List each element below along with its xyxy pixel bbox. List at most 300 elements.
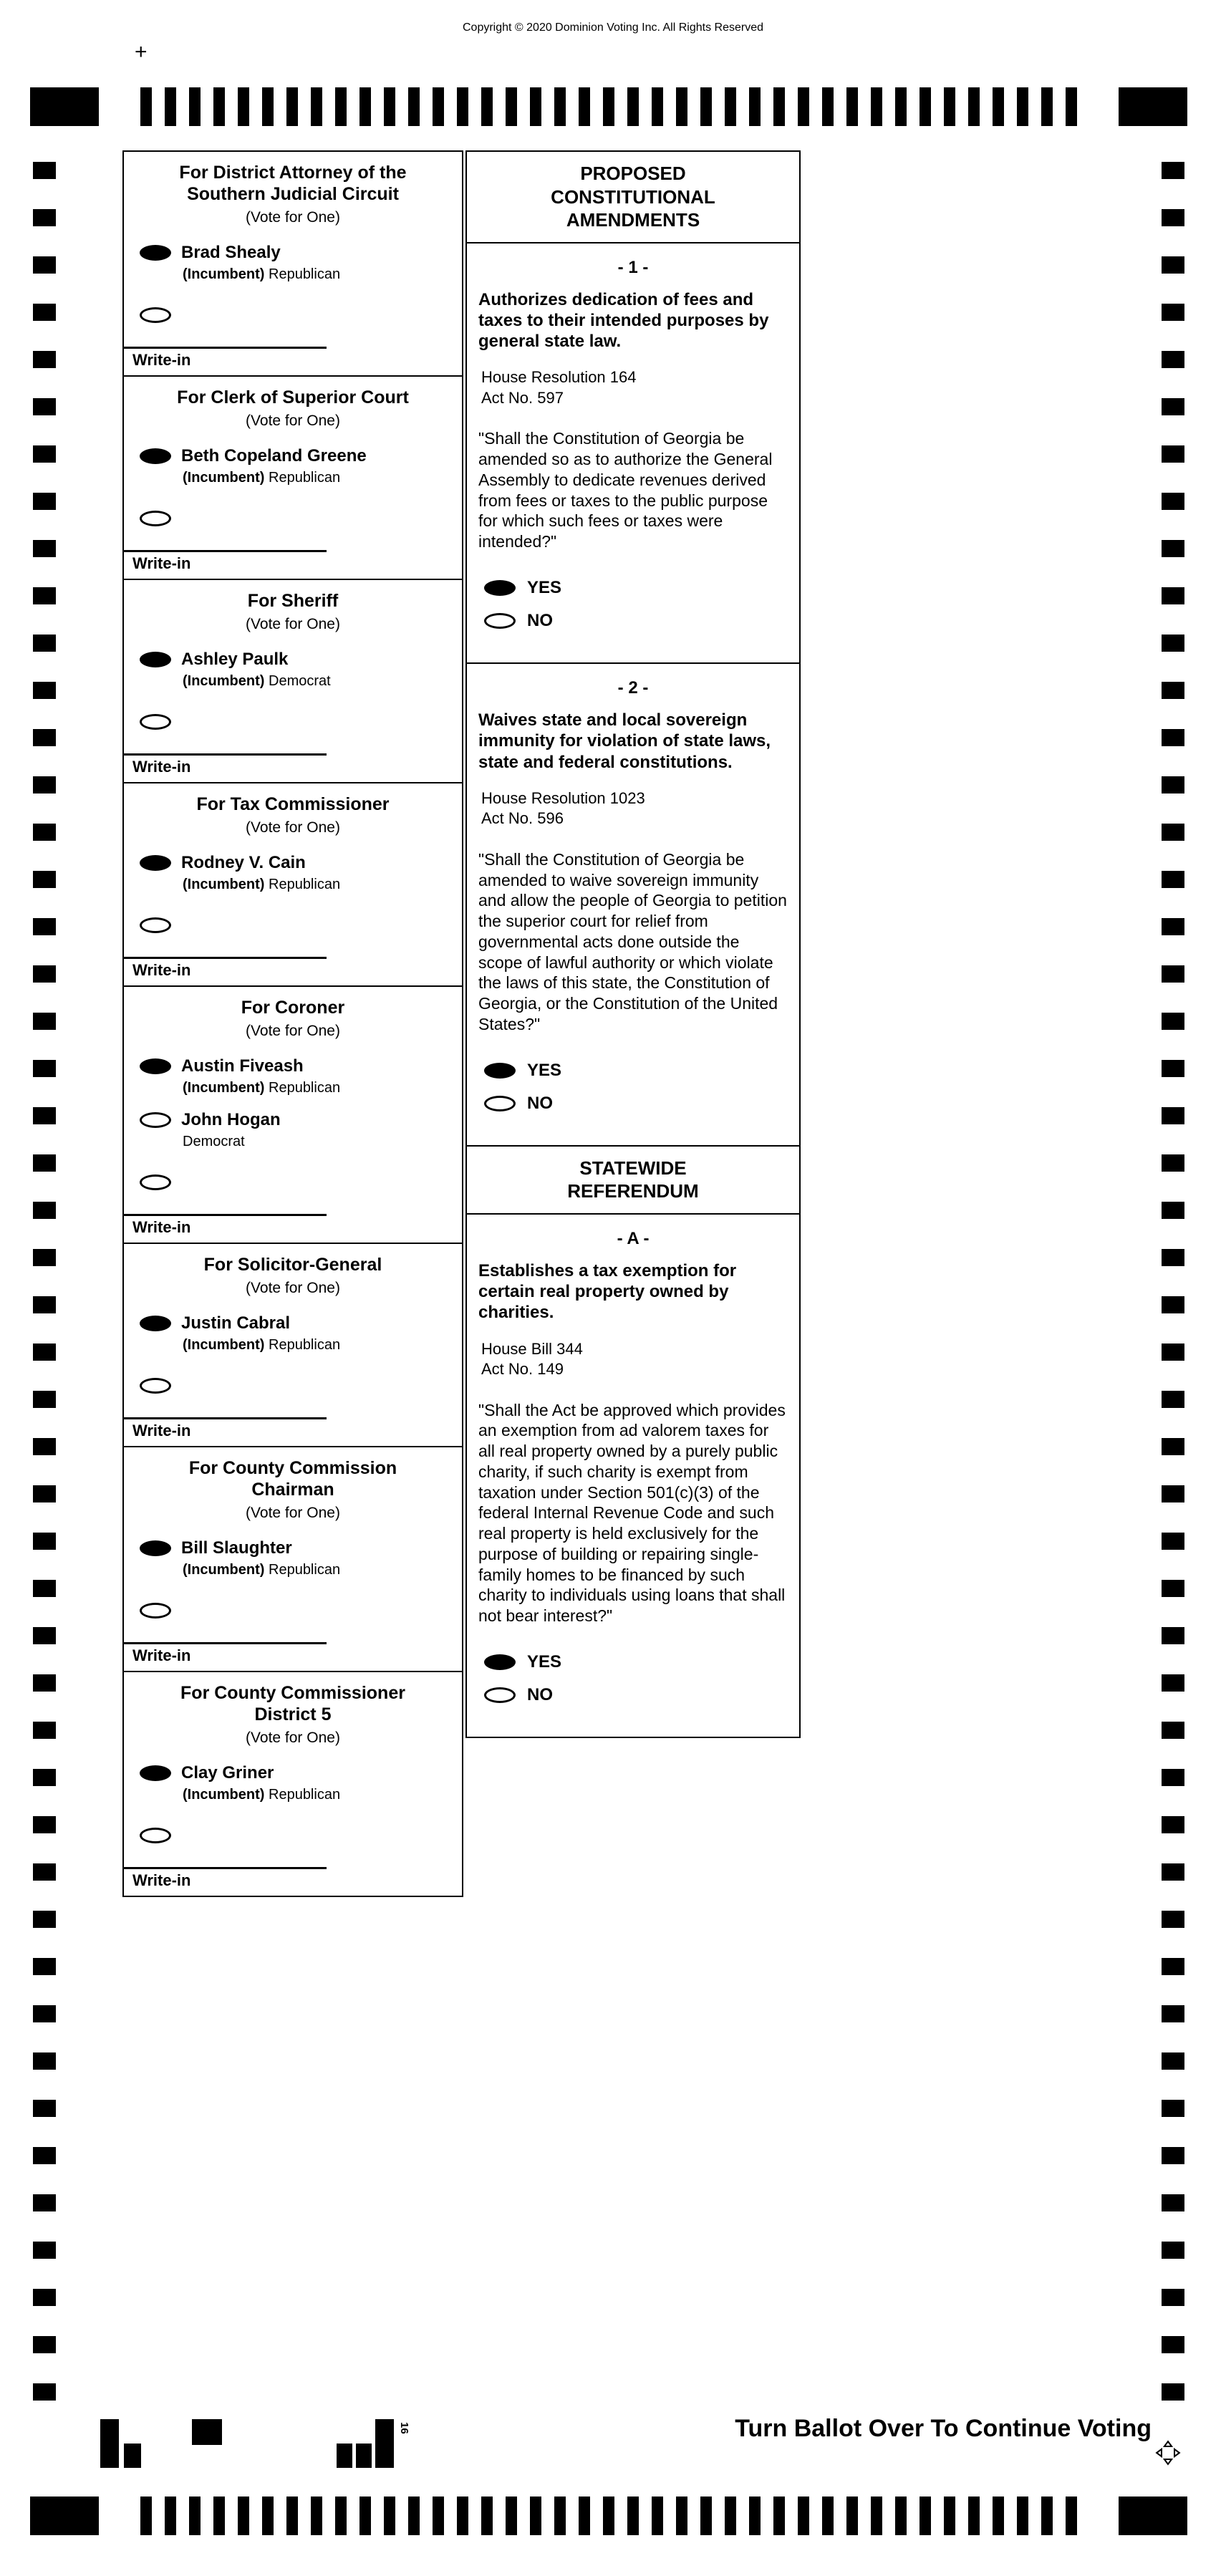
timing-mark: [1162, 540, 1184, 557]
reference-line: House Bill 344: [481, 1339, 583, 1358]
timing-mark: [993, 87, 1004, 126]
timing-mark-block: [1119, 2497, 1187, 2535]
party-label: Republican: [269, 877, 341, 892]
timing-mark: [481, 2497, 493, 2535]
timing-mark: [1162, 776, 1184, 793]
empty-oval[interactable]: [140, 1828, 171, 1843]
timing-mark: [700, 87, 712, 126]
timing-mark: [33, 2336, 56, 2353]
candidate-party: [183, 1562, 340, 1578]
contest-header: [124, 377, 462, 435]
candidate-name: Bill Slaughter: [181, 1538, 292, 1558]
measure-summary: Authorizes dedication of fees and taxes to their intended purposes by general state law.: [478, 289, 769, 352]
timing-mark: [627, 2497, 639, 2535]
four-arrow-icon: [1154, 2439, 1182, 2466]
timing-mark: [579, 2497, 590, 2535]
timing-mark: [33, 209, 56, 226]
timing-mark: [871, 2497, 882, 2535]
candidate-option: [124, 1752, 462, 1806]
timing-mark: [457, 87, 468, 126]
measure-summary: Establishes a tax exemption for certain real property owned by charities.: [478, 1260, 737, 1323]
timing-mark: [33, 2194, 56, 2211]
candidate-party: [183, 673, 331, 690]
timing-mark: [1162, 1154, 1184, 1172]
contest-title: For County Commissioner: [180, 1683, 405, 1703]
candidate-name: Justin Cabral: [181, 1313, 291, 1333]
timing-mark: [822, 2497, 834, 2535]
contest-header: [124, 1672, 462, 1752]
empty-oval[interactable]: [140, 917, 171, 933]
measure: [467, 1215, 799, 1737]
empty-oval[interactable]: [484, 1687, 516, 1703]
timing-mark: [33, 351, 56, 368]
section-header: [467, 152, 799, 243]
timing-mark: [33, 1533, 56, 1550]
measure-number: - 2 -: [617, 677, 649, 698]
timing-mark: [1162, 1816, 1184, 1833]
timing-mark: [1162, 965, 1184, 983]
write-in-label: Write-in: [132, 758, 191, 776]
timing-mark: [506, 87, 517, 126]
contest-title: District 5: [254, 1704, 332, 1724]
candidate-info: [181, 650, 331, 690]
timing-marks-top: [30, 87, 1187, 126]
timing-mark: [871, 87, 882, 126]
timing-mark: [33, 2383, 56, 2401]
timing-mark: [1162, 1296, 1184, 1313]
timing-mark: [1162, 1863, 1184, 1881]
timing-mark: [749, 87, 761, 126]
timing-mark: [189, 2497, 201, 2535]
timing-mark: [1162, 682, 1184, 699]
party-label: Republican: [269, 266, 341, 282]
measure-choices: [478, 1061, 788, 1114]
vote-for-instruction: (Vote for One): [246, 1280, 340, 1296]
candidate-info: [181, 446, 367, 486]
timing-mark: [1162, 1107, 1184, 1124]
timing-mark: [33, 871, 56, 888]
timing-mark: [189, 87, 201, 126]
choice-option: [484, 1652, 788, 1672]
timing-mark: [1162, 2100, 1184, 2117]
incumbent-label: (Incumbent): [183, 470, 265, 486]
timing-mark: [1162, 1013, 1184, 1030]
filled-oval[interactable]: [484, 580, 516, 596]
timing-mark: [33, 918, 56, 935]
incumbent-label: (Incumbent): [183, 673, 265, 689]
timing-mark: [33, 2052, 56, 2070]
timing-mark: [798, 87, 809, 126]
timing-mark: [1162, 1674, 1184, 1692]
vote-for-instruction: (Vote for One): [246, 616, 340, 632]
filled-oval[interactable]: [140, 448, 171, 464]
candidate-party: [183, 1337, 340, 1354]
vote-for-instruction: (Vote for One): [246, 1505, 340, 1521]
measure: [467, 243, 799, 664]
contest: [124, 580, 462, 783]
measure-references: [478, 788, 788, 829]
timing-mark: [968, 87, 980, 126]
write-in-label: Write-in: [132, 1422, 191, 1439]
candidate-name: Brad Shealy: [181, 243, 281, 262]
timing-mark: [33, 1580, 56, 1597]
timing-mark: [725, 87, 736, 126]
timing-mark: [1066, 87, 1077, 126]
measure: [467, 664, 799, 1147]
timing-mark: [33, 493, 56, 510]
timing-mark: [262, 87, 274, 126]
timing-mark: [33, 1202, 56, 1219]
timing-mark: [1162, 2336, 1184, 2353]
timing-mark: [384, 2497, 395, 2535]
timing-mark: [895, 87, 907, 126]
choice-label: NO: [527, 1684, 553, 1704]
timing-mark: [749, 2497, 761, 2535]
empty-oval[interactable]: [140, 1112, 171, 1128]
timing-mark: [554, 87, 566, 126]
timing-mark: [603, 2497, 614, 2535]
timing-mark: [481, 87, 493, 126]
timing-mark: [33, 398, 56, 415]
incumbent-label: (Incumbent): [183, 266, 265, 282]
contest-title: For Solicitor-General: [203, 1255, 382, 1275]
timing-mark: [1162, 1722, 1184, 1739]
write-in-label: Write-in: [132, 1871, 191, 1889]
timing-mark: [213, 2497, 225, 2535]
filled-oval[interactable]: [140, 245, 171, 261]
timing-mark: [1162, 918, 1184, 935]
candidate-name: Ashley Paulk: [181, 650, 289, 669]
empty-oval[interactable]: [140, 511, 171, 526]
timing-mark: [33, 1391, 56, 1408]
timing-mark: [33, 2147, 56, 2164]
timing-mark: [1162, 1958, 1184, 1975]
timing-mark: [920, 2497, 931, 2535]
timing-mark-block: [30, 2497, 99, 2535]
empty-oval[interactable]: [484, 613, 516, 629]
party-label: Republican: [269, 1787, 341, 1803]
contest-header: [124, 987, 462, 1046]
timing-mark: [725, 2497, 736, 2535]
filled-oval[interactable]: [140, 652, 171, 667]
choice-option: [484, 578, 788, 598]
write-in-option: [124, 286, 462, 329]
write-in-label: Write-in: [132, 961, 191, 979]
timing-mark: [652, 2497, 663, 2535]
timing-mark: [1066, 2497, 1077, 2535]
candidate-name: Beth Copeland Greene: [181, 446, 367, 465]
timing-mark: [33, 1911, 56, 1928]
write-in-label: Write-in: [132, 1218, 191, 1236]
timing-mark: [1162, 1344, 1184, 1361]
timing-mark: [33, 2242, 56, 2259]
empty-oval[interactable]: [140, 1603, 171, 1619]
barcode-mark: [124, 2444, 141, 2468]
timing-mark: [33, 162, 56, 179]
candidate-option: [124, 842, 462, 896]
write-in-area: [124, 347, 462, 375]
timing-mark: [506, 2497, 517, 2535]
choice-label: YES: [527, 1651, 562, 1671]
contest: [124, 152, 462, 377]
contest: [124, 1244, 462, 1447]
section-header-line: STATEWIDE: [579, 1157, 687, 1179]
timing-mark: [33, 1438, 56, 1455]
party-label: Republican: [269, 470, 341, 486]
timing-mark: [213, 87, 225, 126]
candidate-info: [181, 853, 340, 893]
timing-mark: [846, 2497, 858, 2535]
timing-mark: [33, 1107, 56, 1124]
choice-option: [484, 1061, 788, 1081]
timing-mark: [530, 2497, 541, 2535]
timing-mark: [1162, 162, 1184, 179]
timing-marks-bottom: [30, 2497, 1187, 2535]
timing-mark: [944, 87, 955, 126]
incumbent-label: (Incumbent): [183, 1562, 265, 1578]
candidate-party: [183, 877, 340, 893]
reference-line: Act No. 596: [481, 809, 564, 828]
filled-oval[interactable]: [140, 855, 171, 871]
candidate-option: [124, 639, 462, 693]
timing-mark: [1162, 2242, 1184, 2259]
candidate-info: [181, 1313, 340, 1354]
timing-mark: [33, 776, 56, 793]
write-in-option: [124, 1153, 462, 1197]
timing-mark: [359, 87, 371, 126]
timing-mark: [33, 1060, 56, 1077]
timing-mark: [798, 2497, 809, 2535]
candidate-party: [183, 266, 340, 283]
vote-for-instruction: (Vote for One): [246, 413, 340, 429]
reference-line: House Resolution 1023: [481, 788, 645, 807]
copyright-notice: Copyright © 2020 Dominion Voting Inc. All Rights Reserved: [462, 21, 763, 34]
incumbent-label: (Incumbent): [183, 877, 265, 892]
timing-mark: [1162, 304, 1184, 321]
timing-mark: [773, 2497, 785, 2535]
candidate-option: [124, 1046, 462, 1099]
barcode-mark: [100, 2419, 119, 2468]
timing-mark: [846, 87, 858, 126]
candidate-name: Rodney V. Cain: [181, 853, 306, 872]
timing-mark: [408, 2497, 420, 2535]
measure-choices: [478, 1652, 788, 1705]
contest: [124, 987, 462, 1244]
timing-mark: [1017, 87, 1028, 126]
timing-mark: [1162, 1060, 1184, 1077]
timing-mark: [33, 1958, 56, 1975]
timing-mark: [1162, 1249, 1184, 1266]
write-in-area: [124, 1417, 462, 1446]
timing-mark: [1017, 2497, 1028, 2535]
timing-mark: [1041, 2497, 1053, 2535]
section-header-line: CONSTITUTIONAL: [551, 185, 715, 208]
timing-mark: [1162, 2147, 1184, 2164]
write-in-area: [124, 1867, 462, 1896]
timing-marks-left: [33, 162, 56, 2401]
candidate-party: [183, 1134, 281, 1150]
timing-mark: [311, 87, 322, 126]
timing-mark: [33, 1485, 56, 1502]
vote-for-instruction: (Vote for One): [246, 209, 340, 226]
contest: [124, 1672, 462, 1896]
contest: [124, 783, 462, 987]
choice-label: NO: [527, 1093, 553, 1113]
timing-mark: [676, 2497, 687, 2535]
registration-mark: +: [135, 40, 148, 64]
candidate-party: [183, 1787, 340, 1803]
candidate-info: [181, 1538, 340, 1578]
candidate-option: [124, 232, 462, 286]
party-label: Republican: [269, 1337, 341, 1353]
timing-mark: [1162, 1911, 1184, 1928]
empty-oval[interactable]: [140, 307, 171, 323]
timing-mark: [408, 87, 420, 126]
candidate-name: Austin Fiveash: [181, 1056, 304, 1076]
party-label: Democrat: [269, 673, 331, 689]
timing-mark: [968, 2497, 980, 2535]
timing-mark: [33, 1769, 56, 1786]
timing-mark: [1162, 1627, 1184, 1644]
barcode-mark: [375, 2419, 394, 2468]
filled-oval[interactable]: [140, 1316, 171, 1331]
timing-mark: [33, 1863, 56, 1881]
section-header-line: REFERENDUM: [567, 1180, 699, 1202]
write-in-label: Write-in: [132, 1646, 191, 1664]
measure-number: - 1 -: [617, 257, 649, 277]
barcode-mark: [356, 2444, 372, 2468]
section-header: [467, 1147, 799, 1215]
candidate-party: [183, 1080, 340, 1096]
empty-oval[interactable]: [484, 1096, 516, 1111]
contest-column: [122, 150, 463, 1897]
timing-marks-right: [1162, 162, 1184, 2401]
timing-mark: [1162, 1485, 1184, 1502]
write-in-option: [124, 489, 462, 533]
filled-oval[interactable]: [140, 1540, 171, 1556]
timing-mark: [33, 1627, 56, 1644]
party-label: Republican: [269, 1562, 341, 1578]
candidate-name: John Hogan: [181, 1110, 281, 1129]
timing-mark: [920, 87, 931, 126]
timing-mark: [1162, 209, 1184, 226]
measure-references: [478, 367, 788, 408]
timing-mark: [238, 2497, 249, 2535]
contest-header: [124, 1447, 462, 1528]
write-in-area: [124, 753, 462, 782]
timing-mark: [700, 2497, 712, 2535]
timing-mark-block: [1119, 87, 1187, 126]
timing-mark: [33, 1154, 56, 1172]
party-label: Democrat: [183, 1134, 245, 1149]
timing-mark: [33, 256, 56, 274]
timing-mark: [140, 2497, 152, 2535]
timing-mark: [335, 87, 347, 126]
timing-mark: [1162, 2383, 1184, 2401]
measure-question: "Shall the Constitution of Georgia be amended to waive sovereign immunity and allow the people of Georgia to petition the superior court for relief from governmental acts done outside the scope of lawful authority or which violate the laws of this state, the Constitution of Georgia, or the Constitution of the United States?": [478, 849, 787, 1033]
empty-oval[interactable]: [140, 1378, 171, 1394]
filled-oval[interactable]: [140, 1765, 171, 1781]
timing-mark: [627, 87, 639, 126]
filled-oval[interactable]: [484, 1654, 516, 1670]
timing-mark: [895, 2497, 907, 2535]
write-in-option: [124, 1581, 462, 1625]
candidate-info: [181, 243, 340, 283]
timing-mark: [33, 1249, 56, 1266]
timing-mark: [1162, 1769, 1184, 1786]
write-in-option: [124, 896, 462, 940]
timing-mark: [359, 2497, 371, 2535]
timing-mark: [33, 824, 56, 841]
contest-title: Chairman: [251, 1480, 334, 1500]
contest-header: [124, 1244, 462, 1303]
contest-title: For Clerk of Superior Court: [177, 387, 409, 407]
timing-mark: [1162, 493, 1184, 510]
empty-oval[interactable]: [140, 714, 171, 730]
contest-header: [124, 783, 462, 842]
empty-oval[interactable]: [140, 1174, 171, 1190]
choice-option: [484, 1685, 788, 1705]
candidate-name: Clay Griner: [181, 1763, 274, 1783]
timing-mark: [1162, 445, 1184, 463]
filled-oval[interactable]: [484, 1063, 516, 1079]
timing-mark: [1162, 1580, 1184, 1597]
timing-mark: [1162, 398, 1184, 415]
write-in-label: Write-in: [132, 351, 191, 369]
timing-mark: [433, 87, 444, 126]
contest-title: Southern Judicial Circuit: [187, 184, 399, 204]
candidate-option: [124, 1528, 462, 1581]
timing-mark: [33, 540, 56, 557]
candidate-info: [181, 1763, 340, 1803]
timing-mark: [33, 729, 56, 746]
timing-mark: [238, 87, 249, 126]
timing-mark: [33, 1344, 56, 1361]
measure-references: [478, 1339, 788, 1380]
incumbent-label: (Incumbent): [183, 1080, 265, 1096]
write-in-area: [124, 1214, 462, 1243]
timing-mark: [1162, 824, 1184, 841]
contest-header: [124, 152, 462, 232]
timing-mark: [1162, 1438, 1184, 1455]
timing-mark-block: [30, 87, 99, 126]
timing-mark: [1162, 2289, 1184, 2306]
measures-column: [465, 150, 801, 1738]
timing-mark: [33, 2005, 56, 2022]
timing-mark: [335, 2497, 347, 2535]
timing-mark: [140, 87, 152, 126]
choice-label: NO: [527, 610, 553, 630]
timing-mark: [1162, 1391, 1184, 1408]
incumbent-label: (Incumbent): [183, 1787, 265, 1803]
write-in-area: [124, 550, 462, 579]
reference-line: Act No. 597: [481, 388, 564, 407]
contest-title: For Sheriff: [247, 591, 339, 611]
measure-summary: Waives state and local sovereign immunity for violation of state laws, state and federal constitutions.: [478, 710, 771, 772]
timing-mark: [773, 87, 785, 126]
section-header-line: AMENDMENTS: [566, 209, 700, 231]
filled-oval[interactable]: [140, 1058, 171, 1074]
timing-mark: [457, 2497, 468, 2535]
contest-title: For District Attorney of the: [179, 163, 407, 183]
contest: [124, 377, 462, 580]
timing-mark: [165, 87, 176, 126]
timing-mark: [33, 1013, 56, 1030]
choice-label: YES: [527, 577, 562, 597]
timing-mark: [944, 2497, 955, 2535]
timing-mark: [579, 87, 590, 126]
timing-mark: [1162, 1202, 1184, 1219]
